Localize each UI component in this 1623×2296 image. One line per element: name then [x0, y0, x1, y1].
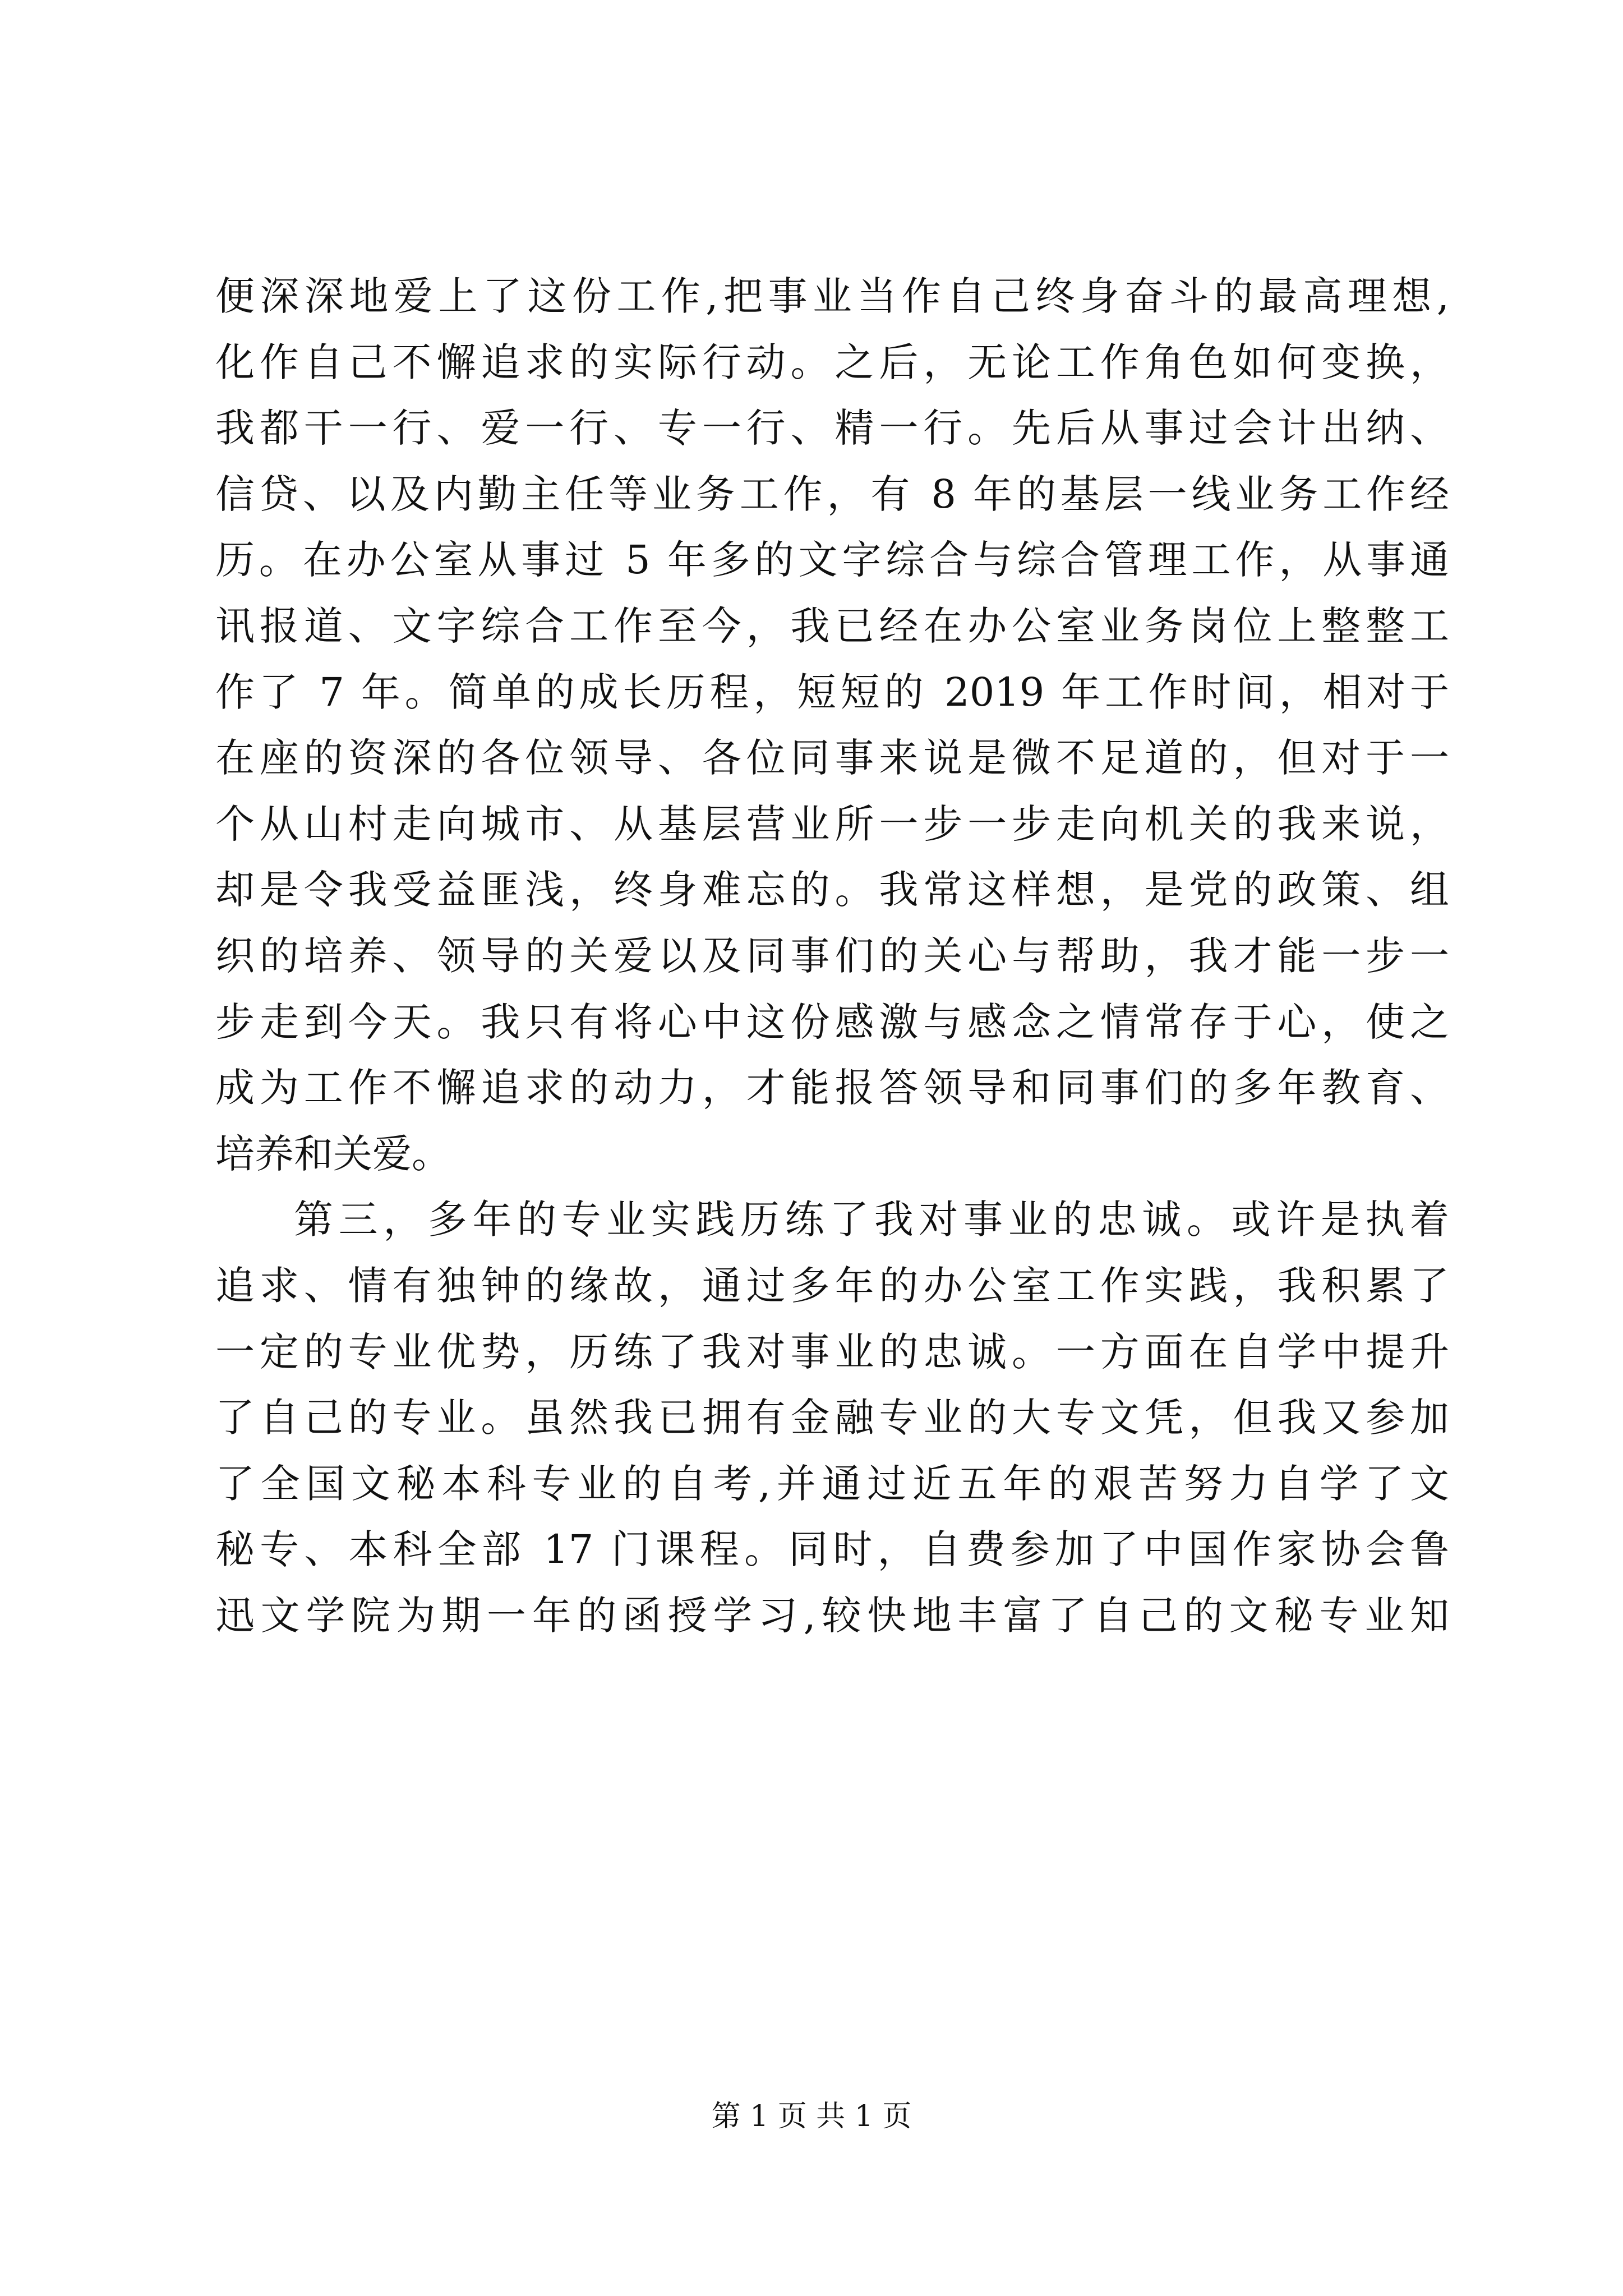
text-line: 在座的资深的各位领导、各位同事来说是微不足道的，但对于一 [215, 735, 1449, 781]
text-line: 便深深地爱上了这份工作,把事业当作自己终身奋斗的最高理想, [215, 273, 1449, 319]
text-line: 信贷、以及内勤主任等业务工作，有 8 年的基层一线业务工作经 [215, 471, 1449, 517]
text-line: 迅文学院为期一年的函授学习,较快地丰富了自己的文秘专业知 [215, 1592, 1449, 1639]
text-line: 织的培养、领导的关爱以及同事们的关心与帮助，我才能一步一 [215, 932, 1449, 979]
text-line: 我都干一行、爱一行、专一行、精一行。先后从事过会计出纳、 [215, 405, 1449, 452]
text-line: 秘专、本科全部 17 门课程。同时，自费参加了中国作家协会鲁 [215, 1526, 1449, 1573]
text-line: 步走到今天。我只有将心中这份感激与感念之情常存于心，使之 [215, 999, 1449, 1045]
text-line: 一定的专业优势，历练了我对事业的忠诚。一方面在自学中提升 [215, 1328, 1449, 1375]
text-line: 却是令我受益匪浅，终身难忘的。我常这样想，是党的政策、组 [215, 867, 1449, 913]
text-line: 作了 7 年。简单的成长历程，短短的 2019 年工作时间，相对于 [215, 669, 1449, 715]
text-line: 历。在办公室从事过 5 年多的文字综合与综合管理工作，从事通 [215, 537, 1449, 583]
text-line: 讯报道、文字综合工作至今，我已经在办公室业务岗位上整整工 [215, 602, 1449, 649]
text-line: 了自己的专业。虽然我已拥有金融专业的大专文凭，但我又参加 [215, 1395, 1449, 1441]
body-text [215, 264, 1449, 1649]
text-line: 追求、情有独钟的缘故，通过多年的办公室工作实践，我积累了 [215, 1262, 1449, 1309]
text-line: 成为工作不懈追求的动力，才能报答领导和同事们的多年教育、 [215, 1065, 1449, 1111]
text-line: 了全国文秘本科专业的自考,并通过近五年的艰苦努力自学了文 [215, 1460, 1449, 1507]
text-line: 个从山村走向城市、从基层营业所一步一步走向机关的我来说， [215, 800, 1449, 847]
text-line: 第三，多年的专业实践历练了我对事业的忠诚。或许是执着 [294, 1197, 1449, 1243]
text-line: 化作自己不懈追求的实际行动。之后，无论工作角色如何变换， [215, 339, 1449, 385]
text-line: 培养和关爱。 [215, 1130, 451, 1177]
page-footer: 第 1 页 共 1 页 [711, 2100, 912, 2133]
